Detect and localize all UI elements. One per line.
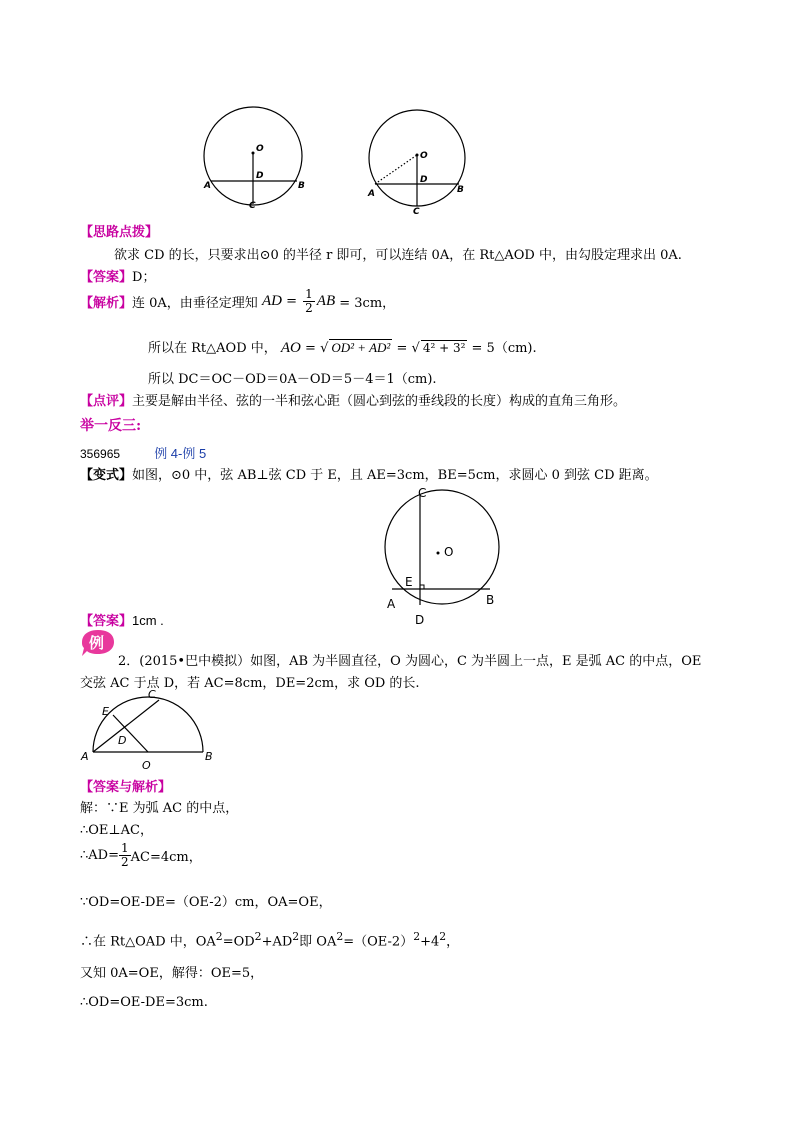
solution-l3-prefix: ∴AD= bbox=[80, 848, 119, 863]
ref-id: 356965 bbox=[80, 447, 121, 461]
example-line2: 交弦 AC 于点 D，若 AC=8cm，DE=2cm，求 OD 的长. bbox=[80, 676, 420, 691]
label-e: E bbox=[102, 705, 109, 718]
label-o: O bbox=[142, 759, 151, 772]
analysis-line1-prefix: 连 0A，由垂径定理知 bbox=[132, 296, 258, 311]
example-line1: 2．(2015•巴中模拟）如图，AB 为半圆直径，O 为圆心，C 为半圆上一点，E 是弧 AC 的中点，OE bbox=[118, 654, 702, 669]
solution-l5: ∴在 Rt△OAD 中，$OA^2=OD^2+AD^2$即 $OA^2=(OE-2)^2+4^2$， bbox=[80, 930, 460, 950]
solution-l7: ∴OD=OE-DE=3cm. bbox=[80, 995, 208, 1010]
label-d: D bbox=[118, 734, 127, 747]
figure-circle-1 bbox=[196, 98, 316, 213]
label-b: B bbox=[486, 593, 495, 607]
ref-link[interactable]: 例 4-例 5 bbox=[154, 446, 207, 461]
answer1-tag: 【答案】 bbox=[80, 270, 133, 285]
example-badge bbox=[80, 628, 116, 658]
ref-line bbox=[80, 443, 206, 462]
label-a: A bbox=[368, 189, 375, 199]
center-dot bbox=[416, 154, 419, 157]
label-e: E bbox=[405, 575, 413, 589]
label-d: D bbox=[415, 613, 425, 627]
sqrt-4-3: 4² + 3² bbox=[422, 341, 466, 355]
analysis-line1-lhs: AD bbox=[261, 293, 282, 309]
section-title: 举一反三: bbox=[80, 418, 142, 434]
analysis-line2: 所以在 Rt△AOD 中， AO = √ OD² + AD² = √ 4² + 3² = 5（cm). bbox=[148, 340, 537, 356]
label-b: B bbox=[205, 750, 213, 763]
analysis-line1: 【解析】连 0A，由垂径定理知 AD = $\frac{1}{2}$ AB = 3cm， bbox=[80, 287, 396, 315]
label-a: A bbox=[387, 597, 396, 611]
analysis-line1-rhs: AB bbox=[316, 293, 336, 309]
comment-line bbox=[80, 390, 626, 409]
analysis-line2-prefix: 所以在 Rt△AOD 中， bbox=[148, 341, 277, 356]
fraction-half-2: $\frac{1}{2}$ bbox=[120, 841, 129, 869]
analysis-line3: 所以 DC＝OC－OD＝0A－OD＝5－4＝1（cm). bbox=[148, 372, 437, 387]
solution-l3-tail: AC=4cm， bbox=[130, 850, 202, 865]
label-b: B bbox=[298, 181, 305, 191]
variant-tag: 【变式】 bbox=[80, 468, 133, 483]
variant-text: 如图，⊙0 中，弦 AB⊥弦 CD 于 E，且 AE=3cm，BE=5cm，求圆心 0 到弦 CD 距离。 bbox=[132, 468, 658, 483]
label-c: C bbox=[413, 207, 420, 217]
label-b: B bbox=[457, 185, 464, 195]
label-o: O bbox=[444, 545, 454, 559]
sqrt-od-ad: OD² + AD² bbox=[331, 340, 391, 355]
analysis-line2-tail: = 5（cm). bbox=[471, 341, 537, 356]
variant-line bbox=[80, 464, 658, 483]
figure-semicircle bbox=[78, 685, 223, 775]
answer1-line bbox=[80, 266, 155, 285]
segment-oa-dotted bbox=[375, 155, 417, 184]
answer1-text: D； bbox=[132, 270, 156, 285]
comment-tag: 【点评】 bbox=[80, 394, 133, 409]
fraction-half: $\frac{1}{2}$ bbox=[305, 287, 313, 315]
semicircle-arc bbox=[93, 697, 203, 752]
answer2-tag: 【答案】 bbox=[80, 614, 133, 629]
solution-l3 bbox=[80, 842, 202, 869]
solution-tag: 【答案与解析】 bbox=[80, 780, 172, 795]
analysis-line2-ao: AO bbox=[280, 340, 301, 356]
analysis-line1-tail: = 3cm， bbox=[339, 296, 396, 311]
label-o: O bbox=[420, 151, 428, 161]
label-d: D bbox=[256, 171, 264, 181]
solution-l2: ∴OE⊥AC， bbox=[80, 823, 153, 838]
circle-outline bbox=[385, 490, 499, 604]
center-dot bbox=[252, 152, 255, 155]
label-c: C bbox=[418, 486, 427, 500]
answer2-line bbox=[80, 610, 164, 629]
label-c: C bbox=[148, 688, 156, 701]
hint-tag: 【思路点拨】 bbox=[80, 225, 159, 240]
hint-text: 欲求 CD 的长，只要求出⊙0 的半径 r 即可，可以连结 0A，在 Rt△AOD 中，由勾股定理求出 0A. bbox=[114, 248, 682, 263]
solution-l4: ∵OD=OE-DE=（OE-2）cm，OA=OE， bbox=[80, 895, 332, 910]
label-a: A bbox=[204, 181, 211, 191]
label-a: A bbox=[81, 750, 89, 763]
label-o: O bbox=[256, 144, 264, 154]
label-c: C bbox=[249, 201, 256, 211]
figure-circle-3 bbox=[380, 484, 505, 629]
figure-circle-2 bbox=[360, 100, 475, 218]
solution-l6: 又知 0A=OE，解得：OE=5， bbox=[80, 966, 264, 981]
analysis-tag: 【解析】 bbox=[80, 296, 133, 311]
example-badge-text: 例 bbox=[89, 634, 105, 652]
answer2-text: 1cm . bbox=[132, 613, 164, 628]
center-dot bbox=[437, 552, 440, 555]
solution-l1: 解：∵E 为弧 AC 的中点， bbox=[80, 801, 239, 816]
label-d: D bbox=[420, 175, 428, 185]
comment-text: 主要是解由半径、弦的一半和弦心距（圆心到弦的垂线段的长度）构成的直角三角形。 bbox=[132, 394, 627, 409]
